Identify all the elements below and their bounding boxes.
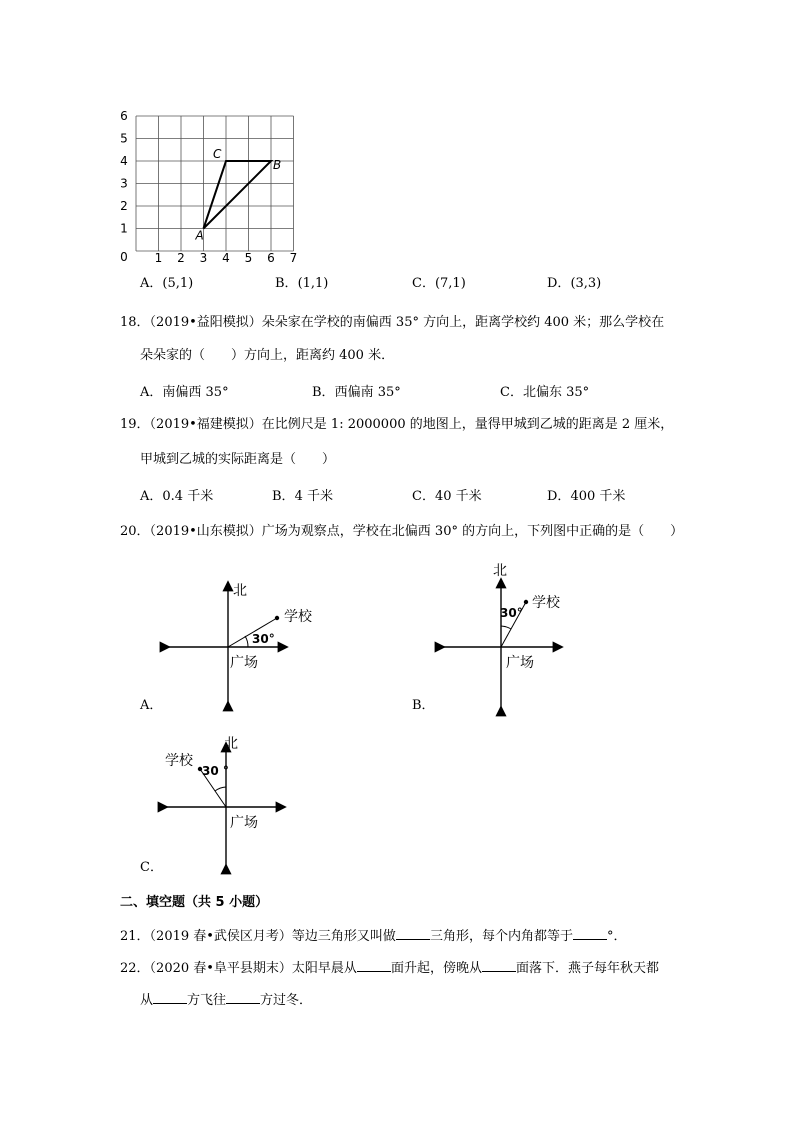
q22-text-4: 从 — [140, 993, 154, 1008]
q19-option-a[interactable]: A．0.4 千米 — [140, 489, 214, 504]
q20-option-c[interactable]: C． — [140, 860, 163, 875]
q18-option-a[interactable]: A．南偏西 35° — [140, 385, 229, 400]
x-tick-label: 1 — [154, 251, 163, 265]
north-label: 北 — [224, 736, 238, 752]
q17-option-a[interactable]: A．(5,1) — [140, 276, 194, 291]
school-label: 学校 — [284, 609, 312, 625]
q20-option-b[interactable]: B． — [412, 698, 435, 713]
angle-label: 30° — [252, 632, 275, 646]
school-label: 学校 — [532, 595, 560, 611]
q22-text-5: 方飞往 — [187, 993, 227, 1008]
x-tick-label: 6 — [267, 251, 275, 265]
school-point — [275, 616, 279, 620]
q22-text-6: 方过冬． — [260, 993, 313, 1008]
q17-option-b[interactable]: B．(1,1) — [275, 276, 329, 291]
q20-diagram-c — [158, 730, 298, 870]
q19-stem-line1: 19．（2019•福建模拟）在比例尺是 1: 2000000 的地图上，量得甲城到乙城的距离是 2 厘米， — [120, 417, 674, 432]
q19-option-d[interactable]: D．400 千米 — [547, 489, 626, 504]
q18-option-c[interactable]: C．北偏东 35° — [500, 385, 590, 400]
school-label: 学校 — [165, 753, 193, 769]
q17-option-c[interactable]: C．(7,1) — [412, 276, 466, 291]
q17-option-d[interactable]: D．(3,3) — [547, 276, 602, 291]
angle-label: 30° — [500, 606, 523, 620]
q19-option-b[interactable]: B．4 千米 — [272, 489, 333, 504]
q20-option-a[interactable]: A． — [140, 698, 163, 713]
q21-text-1: 21．（2019 春•武侯区月考）等边三角形又叫做 — [120, 929, 396, 944]
q22-stem-line2 — [140, 991, 312, 1009]
point-label-a: A — [195, 228, 204, 243]
q21-blank-2[interactable] — [573, 927, 607, 940]
q21-text-3: °． — [606, 929, 627, 944]
q21-blank-1[interactable] — [396, 927, 430, 940]
square-label: 广场 — [230, 655, 258, 671]
north-label: 北 — [493, 563, 507, 579]
point-label-b: B — [273, 158, 282, 172]
q22-text-3: 面落下．燕子每年秋天都 — [515, 961, 659, 976]
y-tick-labels — [120, 109, 128, 264]
y-tick-label: 0 — [120, 250, 128, 264]
x-tick-label: 5 — [244, 251, 253, 265]
x-tick-label: 2 — [177, 251, 185, 265]
grid-lines — [136, 116, 294, 251]
north-label: 北 — [233, 583, 247, 599]
q22-text-2: 面升起，傍晚从 — [390, 961, 482, 976]
y-tick-label: 6 — [120, 109, 128, 123]
y-tick-label: 4 — [120, 154, 128, 168]
school-point — [524, 600, 528, 604]
q22-blank-3[interactable] — [153, 991, 187, 1004]
x-tick-label: 7 — [289, 251, 298, 265]
y-tick-label: 5 — [120, 131, 128, 146]
q20-diagram-a — [160, 575, 312, 710]
y-tick-label: 2 — [120, 199, 128, 213]
angle-arc — [215, 787, 226, 791]
y-tick-label: 3 — [120, 176, 128, 191]
q22-blank-2[interactable] — [482, 959, 516, 972]
angle-label: 30 ° — [202, 764, 229, 778]
point-label-c: C — [213, 147, 222, 161]
x-tick-labels — [155, 251, 298, 265]
coordinate-grid-figure — [115, 96, 315, 264]
q20-stem: 20．（2019•山东模拟）广场为观察点，学校在北偏西 30° 的方向上，下列图中正确的是（ ） — [120, 524, 684, 539]
square-label: 广场 — [506, 655, 534, 671]
y-tick-label: 1 — [120, 221, 128, 236]
q22-blank-4[interactable] — [226, 991, 260, 1004]
x-tick-label: 4 — [222, 251, 230, 265]
triangle-abc — [204, 161, 272, 229]
q21-text-2: 三角形，每个内角都等于 — [429, 929, 573, 944]
q21-stem — [120, 927, 626, 945]
q19-option-c[interactable]: C．40 千米 — [412, 489, 482, 504]
q19-stem-line2: 甲城到乙城的实际距离是（ ） — [140, 452, 336, 467]
q22-stem-line1 — [120, 959, 659, 977]
section-2-title: 二、填空题（共 5 小题） — [120, 895, 269, 910]
x-tick-label: 3 — [199, 251, 208, 265]
q22-text-1: 22．（2020 春•阜平县期末）太阳早晨从 — [120, 961, 357, 976]
q20-diagram-b — [435, 558, 575, 713]
q18-option-b[interactable]: B．西偏南 35° — [312, 385, 401, 400]
angle-arc — [501, 626, 511, 629]
q22-blank-1[interactable] — [357, 959, 391, 972]
square-label: 广场 — [230, 815, 258, 831]
angle-arc — [245, 636, 248, 647]
q18-stem-line1: 18．（2019•益阳模拟）朵朵家在学校的南偏西 35° 方向上，距离学校约 400 米；那么学校在 — [120, 315, 665, 330]
q18-stem-line2: 朵朵家的（ ）方向上，距离约 400 米． — [140, 348, 395, 363]
